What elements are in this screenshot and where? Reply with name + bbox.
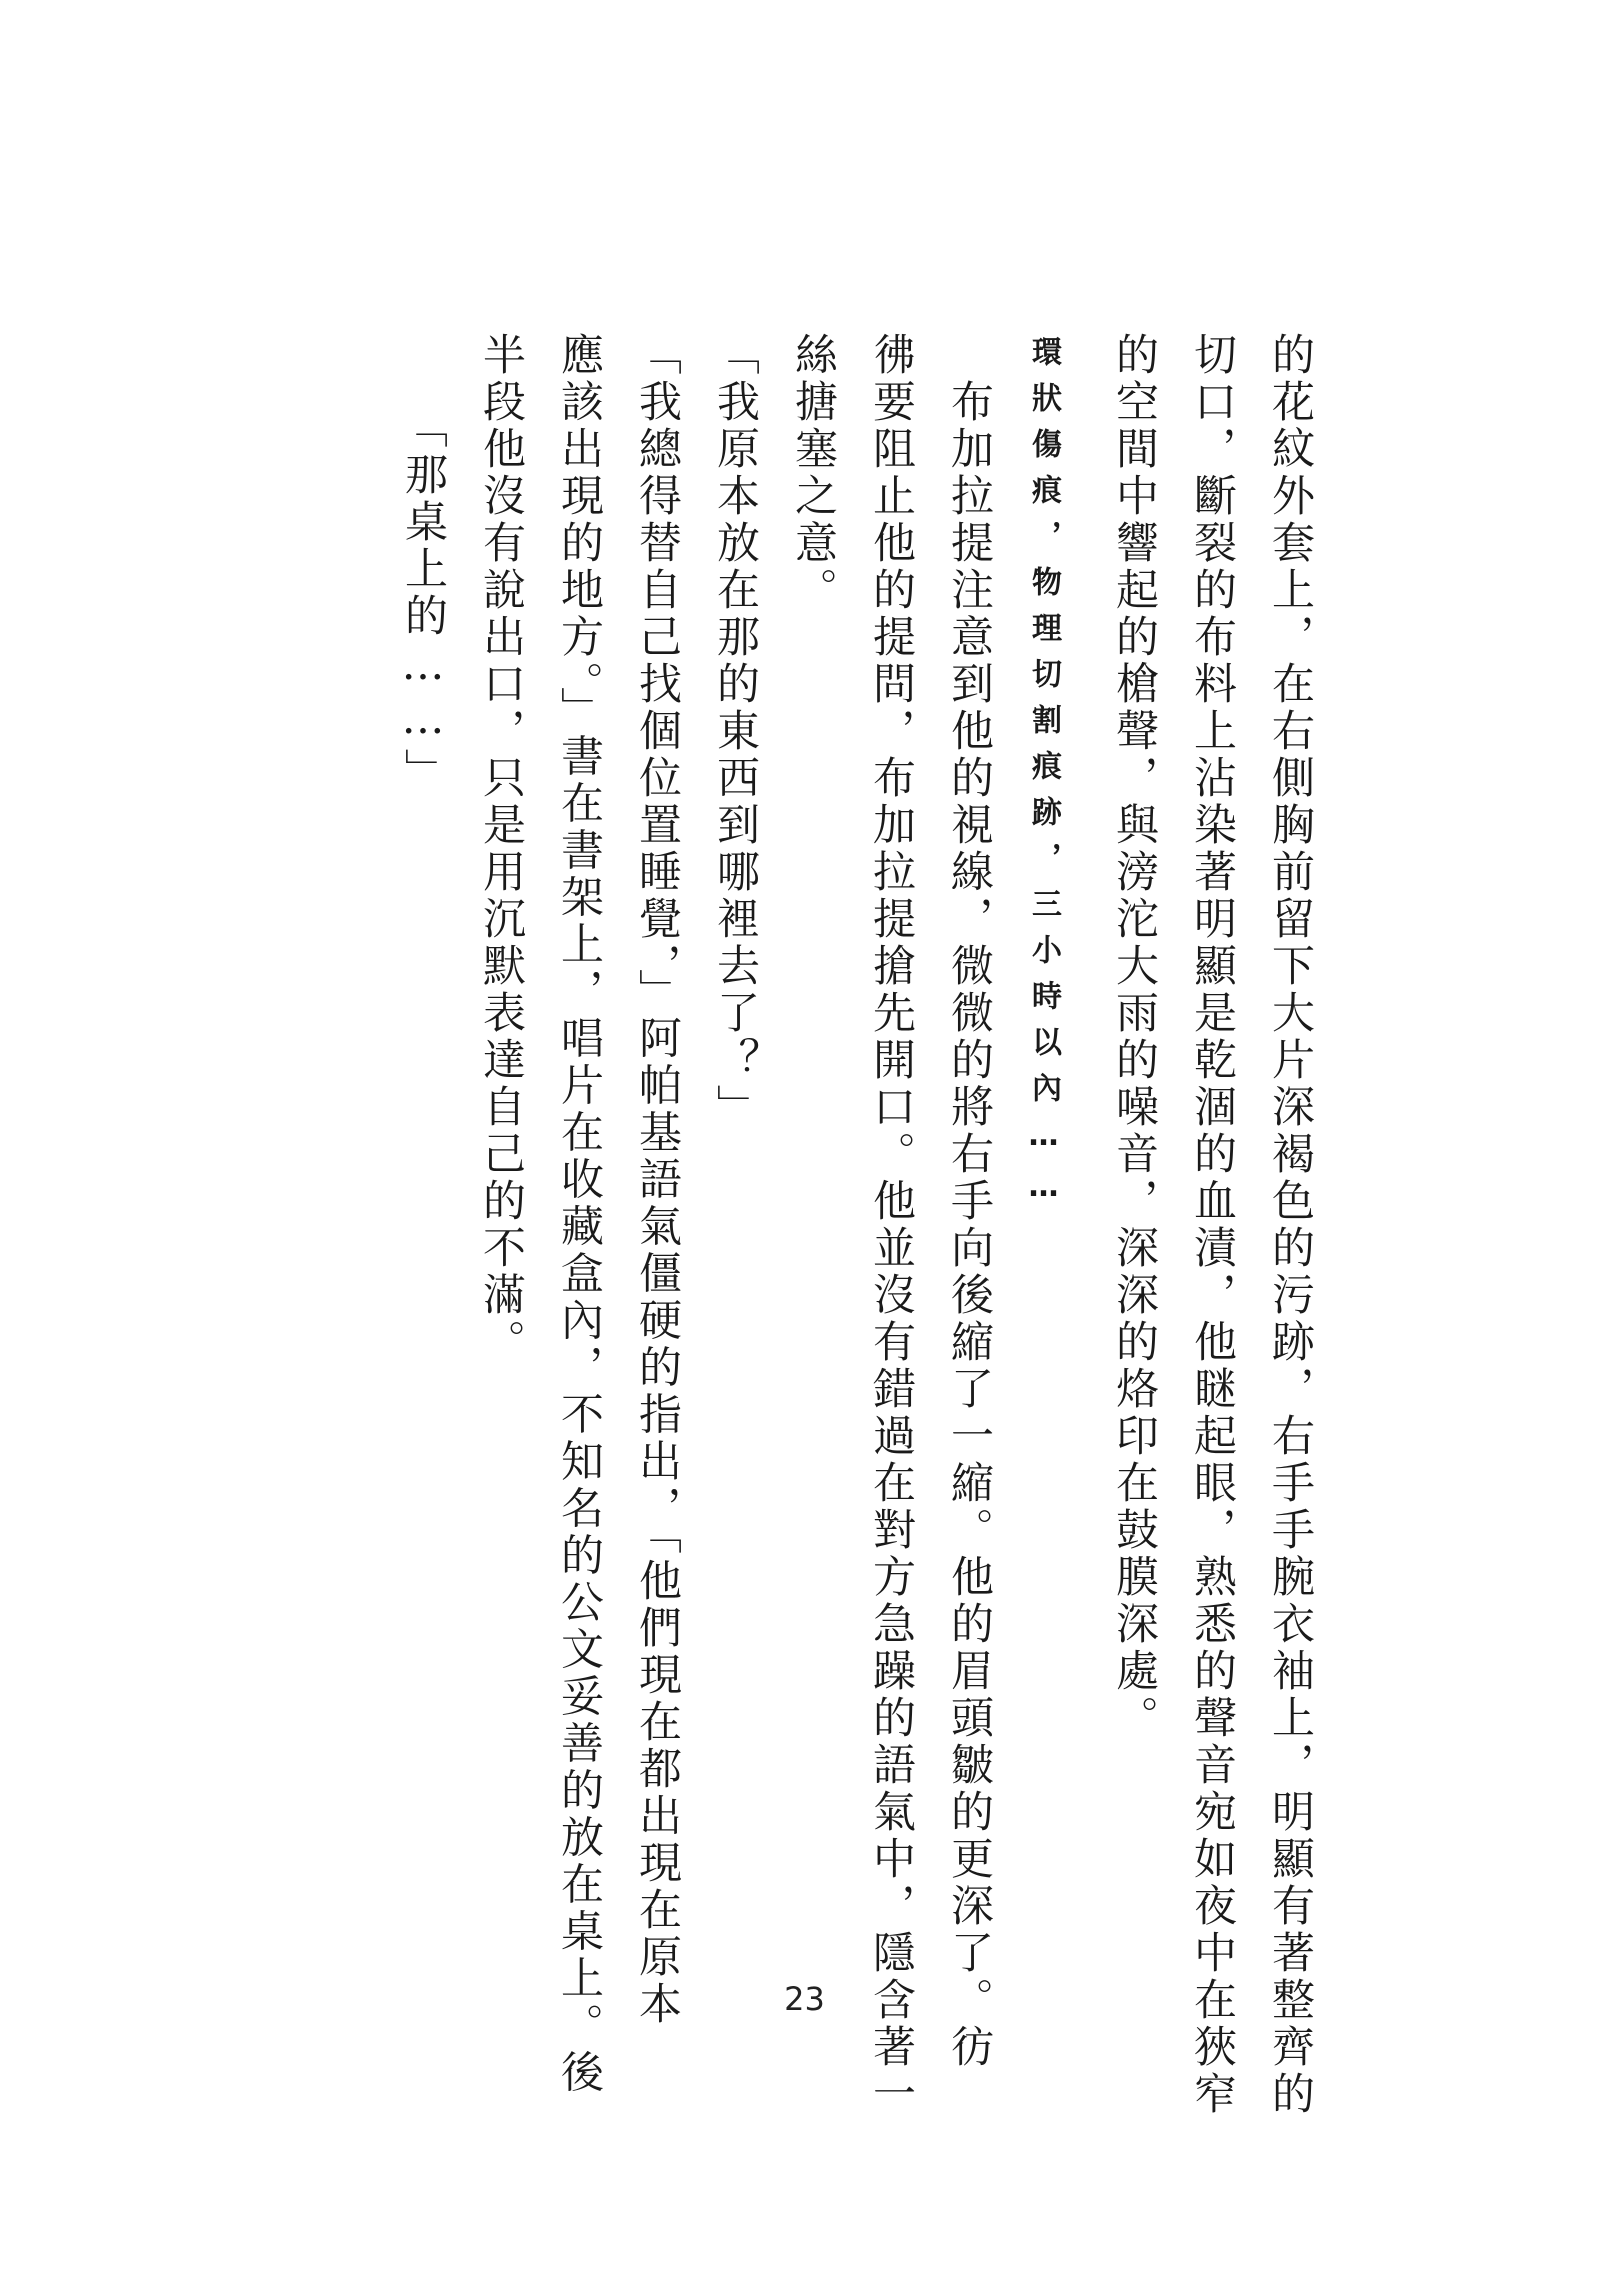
text-column: 的空間中響起的槍聲，與滂沱大雨的噪音，深深的烙印在鼓膜深處。 — [1109, 332, 1159, 1742]
text-column: 布加拉提注意到他的視線，微微的將右手向後縮了一縮。他的眉頭皺的更深了。彷 — [944, 332, 994, 2071]
text-column: 絲搪塞之意。 — [788, 332, 838, 614]
page-number: 23 — [784, 1980, 825, 2018]
text-column: 切口，斷裂的布料上沾染著明顯是乾涸的血漬，他瞇起眼，熟悉的聲音宛如夜中在狹窄 — [1187, 332, 1237, 2118]
dialogue-column: 「那桌上的……」 — [398, 405, 448, 795]
emphasized-text-column: 環狀傷痕，物理切割痕跡，三小時以內…… — [1026, 336, 1061, 1220]
text-column: 應該出現的地方。」書在書架上，唱片在收藏盒內，不知名的公文妥善的放在桌上。後 — [554, 332, 604, 2097]
text-column: 半段他沒有說出口，只是用沉默表達自己的不滿。 — [476, 332, 526, 1366]
dialogue-column: 「我總得替自己找個位置睡覺，」阿帕基語氣僵硬的指出，「他們現在都出現在原本 — [632, 332, 682, 2028]
text-column: 的花紋外套上，在右側胸前留下大片深褐色的污跡，右手手腕衣袖上，明顯有著整齊的 — [1265, 332, 1315, 2118]
text-column: 彿要阻止他的提問，布加拉提搶先開口。他並沒有錯過在對方急躁的語氣中，隱含著一 — [866, 332, 916, 2118]
dialogue-column: 「我原本放在那的東西到哪裡去了？」 — [710, 332, 760, 1131]
